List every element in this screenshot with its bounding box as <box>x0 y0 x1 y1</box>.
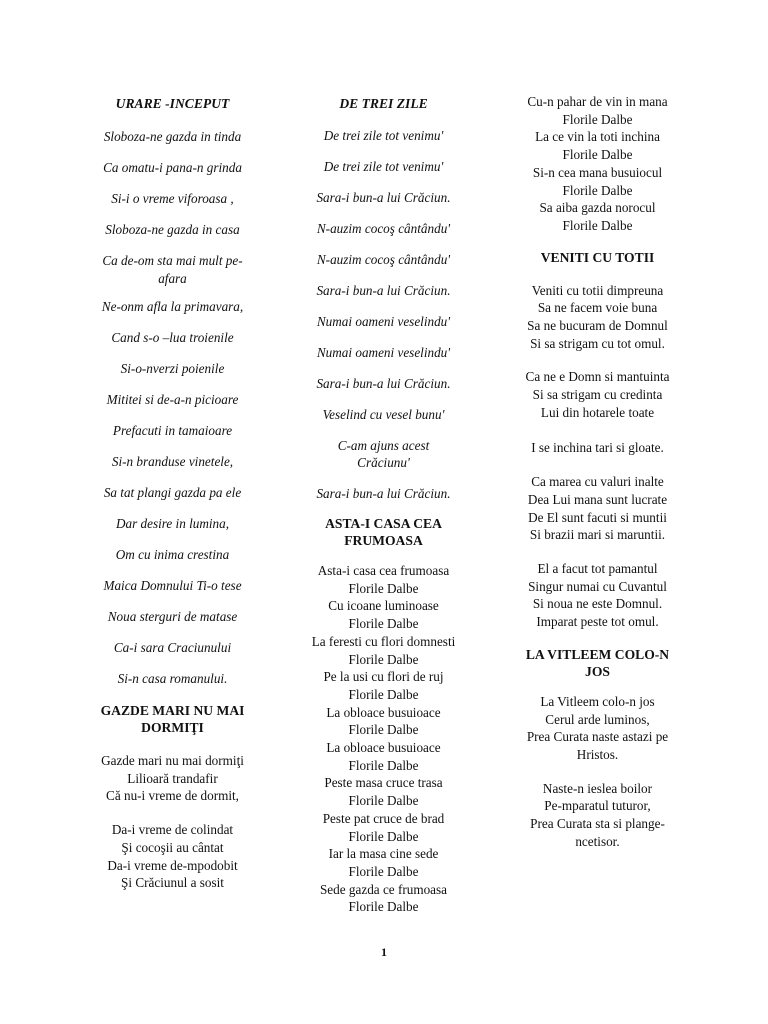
verse-line: Om cu inima crestina <box>115 547 230 562</box>
verse-line: C-am ajuns acest <box>337 438 430 453</box>
verse-line: Ca ne e Domn si mantuinta <box>525 369 670 385</box>
verse-line: Pe la usi cu flori de ruj <box>323 669 444 685</box>
verse-line: Sa ne bucuram de Domnul <box>527 318 668 334</box>
verse-line: Crăciunu' <box>357 455 410 470</box>
column-2 <box>276 90 491 916</box>
poem-veniti-cu-totii <box>490 282 705 631</box>
title-line: DORMIŢI <box>141 720 204 735</box>
verse-line: Gazde mari nu mai dormiţi <box>101 753 244 768</box>
title-line: FRUMOASA <box>344 533 423 548</box>
verse-line: Sa ne facem voie buna <box>537 300 658 316</box>
title-de-trei-zile: DE TREI ZILE <box>339 96 428 111</box>
verse-line: De trei zile tot venimu' <box>323 159 444 174</box>
verse-line: Cerul arde luminos, <box>545 711 650 727</box>
title-line: ASTA-I CASA CEA <box>325 516 442 531</box>
verse-line: ncetisor. <box>575 833 620 849</box>
column-3 <box>490 90 705 851</box>
title-urare-inceput: URARE -INCEPUT <box>115 96 230 111</box>
verse-line: Cu-n pahar de vin in mana <box>527 94 668 109</box>
verse-line: Peste pat cruce de brad <box>322 810 445 826</box>
verse-line: Dea Lui mana sunt lucrate <box>527 491 668 507</box>
verse-line: Imparat peste tot omul. <box>536 614 659 630</box>
verse-line: Peste masa cruce trasa <box>324 775 443 791</box>
verse-line: Florile Dalbe <box>562 147 633 163</box>
page-number: 1 <box>381 945 387 959</box>
verse-line: Iar la masa cine sede <box>328 846 439 862</box>
verse-line: La Vitleem colo-n jos <box>540 693 655 709</box>
verse-line: Sa tat plangi gazda pa ele <box>103 485 242 500</box>
verse-line: Si noua ne este Domnul. <box>532 596 663 612</box>
verse-line: Lilioară trandafir <box>127 770 218 786</box>
verse-line: Sa aiba gazda norocul <box>539 200 656 216</box>
verse-line: Si brazii mari si maruntii. <box>529 527 666 543</box>
verse-line: N-auzim cocoş cântându' <box>316 221 451 236</box>
verse-line: Dar desire in lumina, <box>115 516 230 531</box>
title-gazde-mari <box>65 702 280 736</box>
verse-line: Numai oameni veselindu' <box>316 314 451 329</box>
verse-line: De El sunt facuti si muntii <box>528 509 667 525</box>
verse-line: La ce vin la toti inchina <box>535 129 660 145</box>
verse-line: La obloace busuioace <box>326 740 441 756</box>
title-la-vitleem <box>490 646 705 680</box>
verse-line: Si-i o vreme viforoasa , <box>111 191 234 206</box>
verse-line: La obloace busuioace <box>326 704 441 720</box>
poem-asta-i-casa-continued <box>490 93 705 235</box>
title-line: LA VITLEEM COLO-N <box>525 646 670 662</box>
verse-line: Şi cocoşii au cântat <box>121 839 224 855</box>
verse-line: Singur numai cu Cuvantul <box>528 578 667 594</box>
verse-line: El a facut tot pamantul <box>537 561 658 577</box>
poem-la-vitleem <box>490 693 705 851</box>
verse-line: N-auzim cocoş cântându' <box>316 252 451 267</box>
verse-line: Prefacuti in tamaioare <box>112 423 233 438</box>
verse-line: Florile Dalbe <box>348 651 419 667</box>
verse-line: Si-n casa romanului. <box>117 671 228 686</box>
verse-line: Numai oameni veselindu' <box>316 345 451 360</box>
column-1 <box>65 90 280 892</box>
verse-line: Sara-i bun-a lui Crăciun. <box>316 283 451 298</box>
verse-line: afara <box>158 271 187 286</box>
poem-gazde-mari <box>65 752 280 892</box>
verse-line: Ca marea cu valuri inalte <box>531 474 664 490</box>
verse-line: Florile Dalbe <box>562 182 633 198</box>
verse-line: Ne-onm afla la primavara, <box>101 299 244 314</box>
verse-line: De trei zile tot venimu' <box>323 128 444 143</box>
verse-line: Cand s-o –lua troienile <box>111 330 234 345</box>
verse-line: Şi Crăciunul a sosit <box>121 875 224 891</box>
verse-line: Sara-i bun-a lui Crăciun. <box>316 486 451 501</box>
verse-line: Asta-i casa cea frumoasa <box>317 563 450 578</box>
verse-line: I se inchina tari si gloate. <box>531 439 664 455</box>
poem-urare-inceput <box>65 129 280 686</box>
verse-line: Sloboza-ne gazda in tinda <box>103 129 242 144</box>
verse-line: Si sa strigam cu tot omul. <box>530 335 665 351</box>
verse-line: Ca omatu-i pana-n grinda <box>103 160 242 175</box>
verse-line: Că nu-i vreme de dormit, <box>106 788 239 804</box>
verse-line: Sloboza-ne gazda in casa <box>105 222 240 237</box>
verse-line: Lui din hotarele toate <box>540 404 655 420</box>
verse-line: Sede gazda ce frumoasa <box>319 881 448 897</box>
verse-line: Si-n branduse vinetele, <box>111 454 234 469</box>
verse-line: Da-i vreme de colindat <box>111 822 234 838</box>
verse-line: Florile Dalbe <box>348 828 419 844</box>
verse-line: Mititei si de-a-n picioare <box>106 392 239 407</box>
verse-line: Noua sterguri de matase <box>107 609 238 624</box>
verse-line: La feresti cu flori domnesti <box>311 633 456 649</box>
verse-line: Si-o-nverzi poienile <box>120 361 225 376</box>
verse-line: Veselind cu vesel bunu' <box>322 407 445 422</box>
verse-line: Ca de-om sta mai mult pe- <box>102 253 243 268</box>
verse-line: Florile Dalbe <box>348 686 419 702</box>
verse-line: Si-n cea mana busuiocul <box>532 164 663 180</box>
verse-line: Florile Dalbe <box>348 757 419 773</box>
verse-line: Prea Curata sta si plange- <box>530 816 665 832</box>
verse-line: Hristos. <box>576 746 619 762</box>
verse-line: Maica Domnului Ti-o tese <box>103 578 242 593</box>
verse-line: Sara-i bun-a lui Crăciun. <box>316 376 451 391</box>
poem-asta-i-casa <box>276 562 491 916</box>
verse-line: Florile Dalbe <box>348 899 419 915</box>
verse-line: Veniti cu totii dimpreuna <box>531 282 664 298</box>
verse-line: Ca-i sara Craciunului <box>113 640 232 655</box>
verse-line: Florile Dalbe <box>348 722 419 738</box>
verse-line: Si sa strigam cu credinta <box>532 387 663 403</box>
verse-line: Sara-i bun-a lui Crăciun. <box>316 190 451 205</box>
verse-line: Florile Dalbe <box>348 580 419 596</box>
verse-line: Da-i vreme de-mpodobit <box>107 857 238 873</box>
title-line: GAZDE MARI NU MAI <box>100 703 245 718</box>
verse-line: Pe-mparatul tuturor, <box>544 798 651 814</box>
verse-line: Florile Dalbe <box>348 616 419 632</box>
title-asta-i-casa <box>276 515 491 549</box>
verse-line: Naste-n ieslea boilor <box>542 780 653 796</box>
title-line: JOS <box>585 663 610 679</box>
verse-line: Florile Dalbe <box>348 863 419 879</box>
verse-line: Florile Dalbe <box>562 217 633 233</box>
verse-line: Florile Dalbe <box>562 111 633 127</box>
poem-de-trei-zile <box>276 128 491 501</box>
verse-line: Cu icoane luminoase <box>328 598 439 614</box>
verse-line: Prea Curata naste astazi pe <box>526 729 669 745</box>
title-veniti-cu-totii: VENITI CU TOTII <box>540 249 655 265</box>
verse-line: Florile Dalbe <box>348 793 419 809</box>
